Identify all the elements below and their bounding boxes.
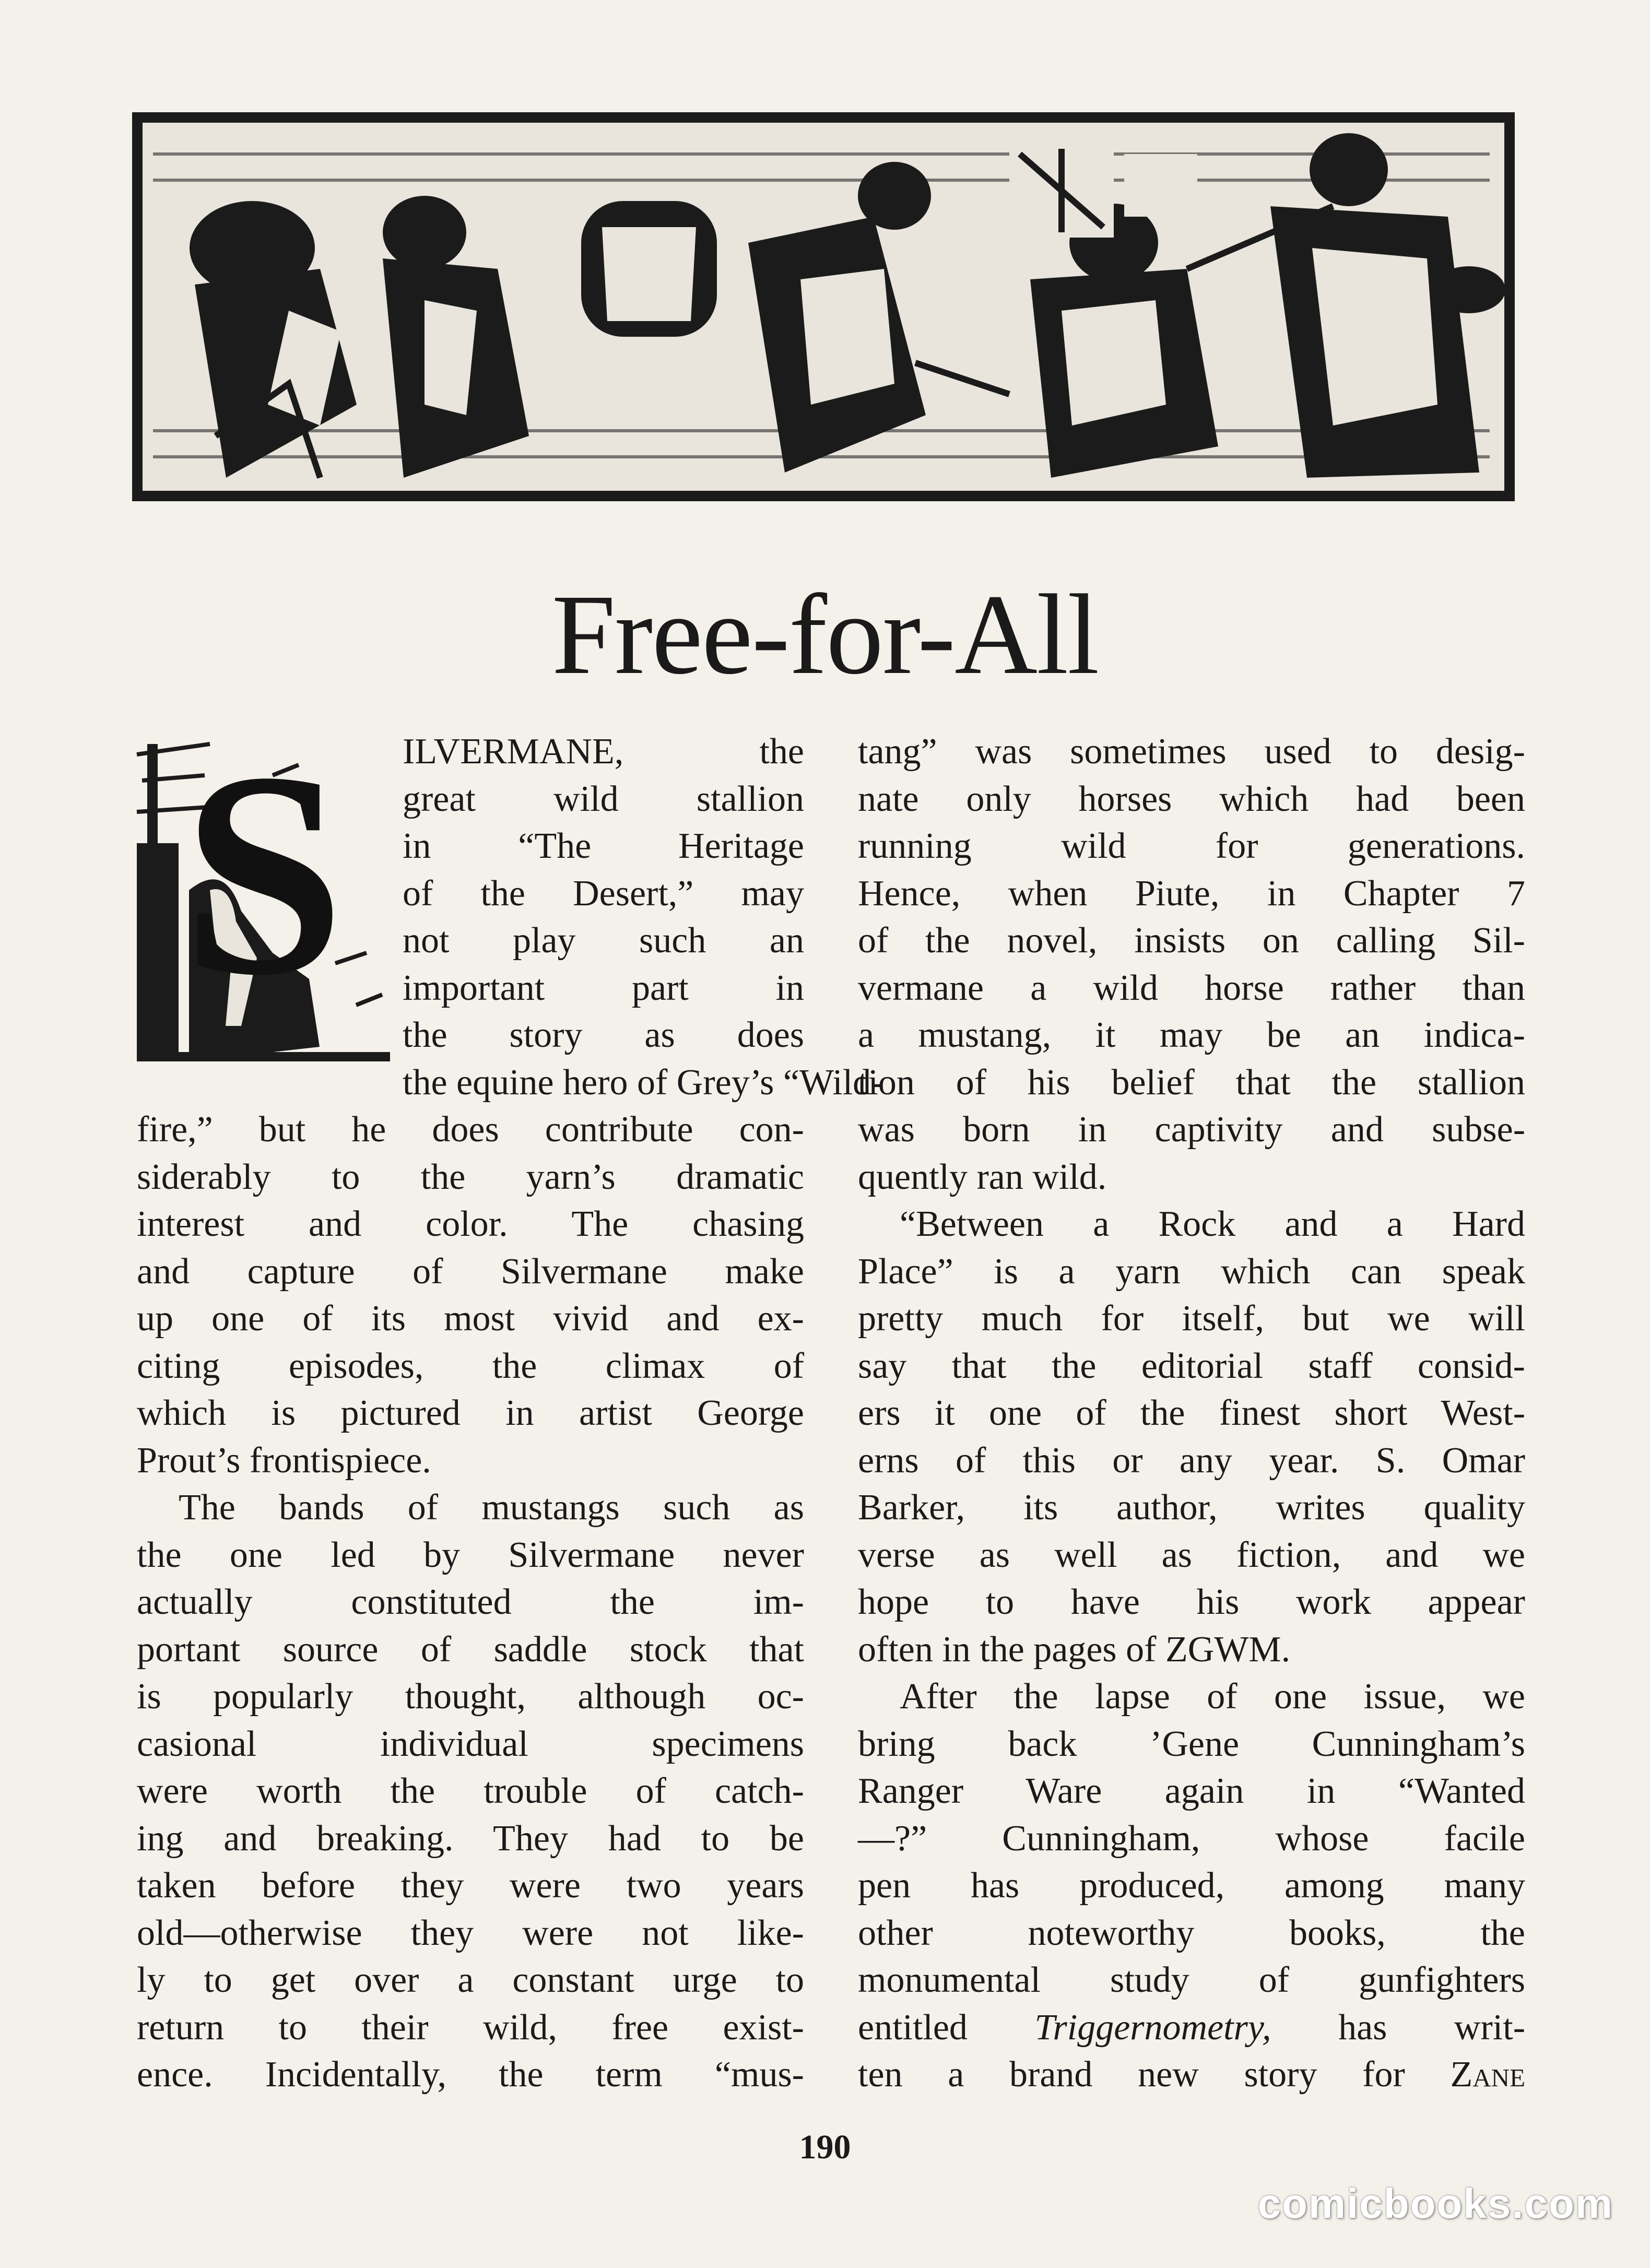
text-line: ly to get over a constant urge to — [137, 1960, 804, 2000]
text-line: erns of this or any year. S. Omar — [858, 1440, 1525, 1481]
text-segment: ten a brand new story for — [858, 2054, 1405, 2095]
text-line: vermane a wild horse rather than — [858, 967, 1525, 1008]
text-line: “Between a Rock and a Hard — [900, 1204, 1525, 1244]
left-column — [137, 728, 883, 2099]
watermark: comicbooks.com — [1257, 2180, 1613, 2227]
text-segment: entitled — [858, 2007, 968, 2048]
text-line: great wild stallion — [403, 778, 804, 819]
text-line: which is pictured in artist George — [137, 1393, 804, 1433]
text-line: other noteworthy books, the — [858, 1912, 1525, 1953]
zane-small-caps: Zane — [1450, 2054, 1525, 2095]
text-line: important part in — [403, 967, 804, 1008]
text-line: a mustang, it may be an indica- — [858, 1015, 1525, 1055]
text-line-with-book-title — [858, 2004, 1525, 2052]
text-line: Prout’s frontispiece. — [137, 1440, 431, 1481]
text-segment: has writ- — [1338, 2007, 1525, 2048]
text-line: pen has produced, among many — [858, 1865, 1525, 1906]
text-line: fire,” but he does contribute con- — [137, 1109, 804, 1150]
text-line: not play such an — [403, 920, 804, 961]
text-line: citing episodes, the climax of — [137, 1345, 804, 1386]
text-line: tion of his belief that the stallion — [858, 1062, 1525, 1103]
text-line: was born in captivity and subse- — [858, 1109, 1525, 1150]
text-line: portant source of saddle stock that — [137, 1629, 804, 1670]
text-line: After the lapse of one issue, we — [900, 1676, 1525, 1717]
text-line: were worth the trouble of catch- — [137, 1771, 804, 1811]
text-line: running wild for generations. — [858, 826, 1525, 866]
text-line: of the Desert,” may — [403, 873, 804, 914]
drop-cap-illustration — [137, 734, 390, 1061]
text-line: Ranger Ware again in “Wanted — [858, 1771, 1525, 1811]
saloon-brawl-illustration-icon — [132, 112, 1515, 501]
text-line: Barker, its author, writes quality — [858, 1487, 1525, 1528]
text-line: and capture of Silvermane make — [137, 1251, 804, 1292]
text-line: often in the pages of ZGWM. — [858, 1629, 1291, 1670]
text-line: hope to have his work appear — [858, 1582, 1525, 1622]
text-line: pretty much for itself, but we will — [858, 1298, 1525, 1339]
book-title: Triggernometry, — [1034, 2007, 1271, 2048]
text-line: of the novel, insists on calling Sil- — [858, 920, 1525, 961]
text-line: taken before they were two years — [137, 1865, 804, 1906]
drop-cap-letter: S — [182, 712, 345, 1036]
text-line: bring back ’Gene Cunningham’s — [858, 1723, 1525, 1764]
wild-horse-drop-cap-illustration-icon — [137, 734, 390, 1061]
text-line: in “The Heritage — [403, 826, 804, 866]
text-line: verse as well as fiction, and we — [858, 1534, 1525, 1575]
text-line: nate only horses which had been — [858, 778, 1525, 819]
text-line: ILVERMANE, the — [403, 731, 804, 772]
text-line: is popularly thought, although oc- — [137, 1676, 804, 1717]
text-line: Place” is a yarn which can speak — [858, 1251, 1525, 1292]
text-line: casional individual specimens — [137, 1723, 804, 1764]
text-line: return to their wild, free exist- — [137, 2007, 804, 2048]
text-line: quently ran wild. — [858, 1156, 1107, 1197]
text-line: ing and breaking. They had to be — [137, 1818, 804, 1859]
page-number: 190 — [799, 2128, 851, 2166]
header-illustration — [132, 112, 1515, 501]
text-line: say that the editorial staff consid- — [858, 1345, 1525, 1386]
text-line: siderably to the yarn’s dramatic — [137, 1156, 804, 1197]
text-line: the equine hero of Grey’s “Wild- — [403, 1062, 883, 1103]
text-line: old—otherwise they were not like- — [137, 1912, 804, 1953]
text-line: monumental study of gunfighters — [858, 1960, 1525, 2000]
article-title: Free-for-All — [551, 571, 1099, 698]
right-column — [858, 728, 1525, 2099]
text-line: ence. Incidentally, the term “mus- — [137, 2054, 804, 2095]
text-line: —?” Cunningham, whose facile — [858, 1818, 1525, 1859]
text-line: The bands of mustangs such as — [179, 1487, 804, 1528]
text-line: Hence, when Piute, in Chapter 7 — [858, 873, 1525, 914]
text-line: actually constituted the im- — [137, 1582, 804, 1622]
text-line-with-zane — [858, 2051, 1525, 2099]
text-line: the one led by Silvermane never — [137, 1534, 804, 1575]
text-line: ers it one of the finest short West- — [858, 1393, 1525, 1433]
text-line: up one of its most vivid and ex- — [137, 1298, 804, 1339]
text-line: tang” was sometimes used to desig- — [858, 731, 1525, 772]
text-line: interest and color. The chasing — [137, 1204, 804, 1244]
text-line: the story as does — [403, 1015, 804, 1055]
